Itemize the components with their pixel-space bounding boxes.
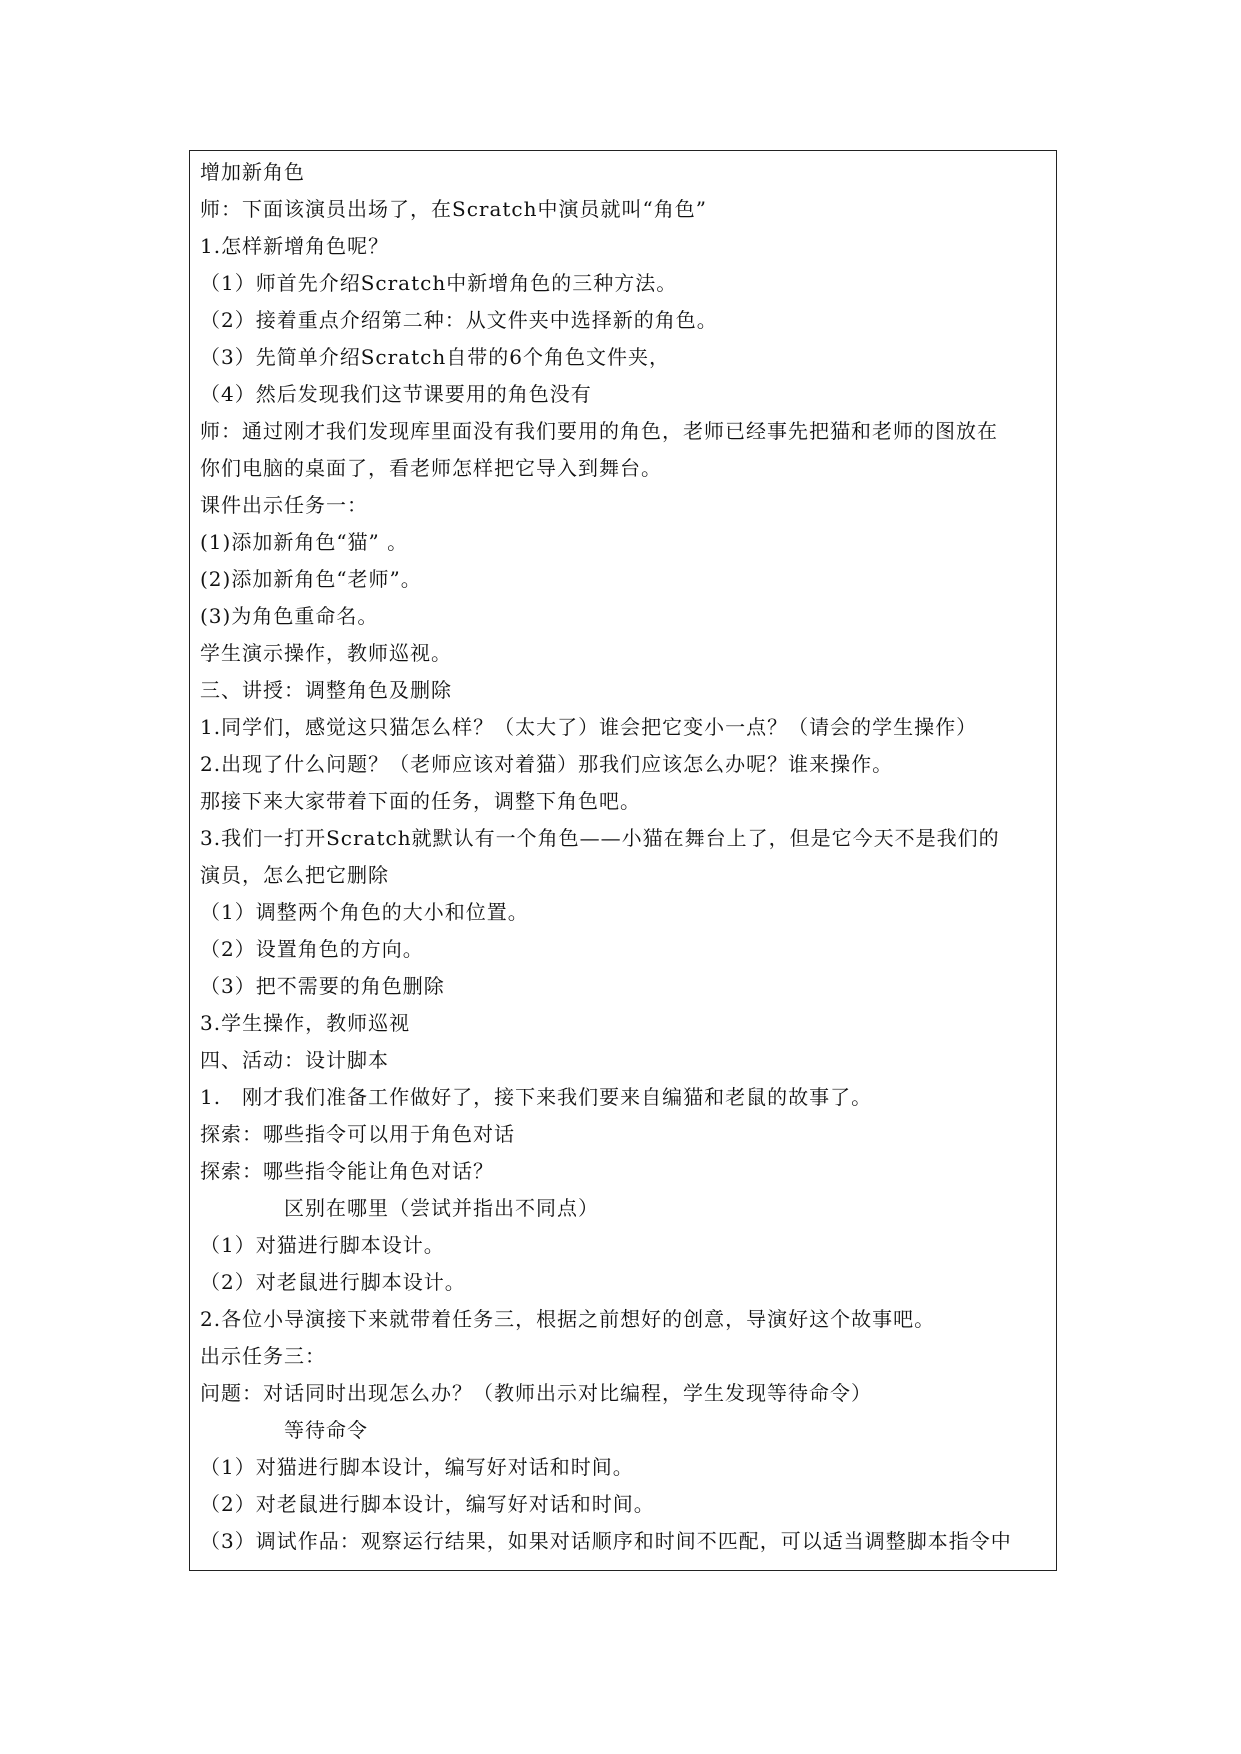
text-line-8: 师：通过刚才我们发现库里面没有我们要用的角色，老师已经事先把猫和老师的图放在: [200, 419, 998, 443]
text-line-21: （1）调整两个角色的大小和位置。: [200, 900, 529, 924]
text-line-20: 演员，怎么把它删除: [200, 863, 389, 887]
text-line-34: 问题：对话同时出现怎么办？（教师出示对比编程，学生发现等待命令）: [200, 1381, 872, 1405]
text-line-1: 增加新角色: [200, 160, 305, 184]
text-line-6: （3）先简单介绍Scratch自带的6个角色文件夹，: [200, 345, 670, 369]
text-line-23: （3）把不需要的角色删除: [200, 974, 445, 998]
text-line-13: (3)为角色重命名。: [200, 604, 379, 628]
text-line-31: （2）对老鼠进行脚本设计。: [200, 1270, 466, 1294]
text-line-12: (2)添加新角色“老师”。: [200, 567, 422, 591]
text-line-7: （4）然后发现我们这节课要用的角色没有: [200, 382, 592, 406]
text-line-24: 3.学生操作，教师巡视: [200, 1011, 411, 1035]
text-line-19: 3.我们一打开Scratch就默认有一个角色——小猫在舞台上了，但是它今天不是我们的: [200, 826, 1000, 850]
text-line-5: （2）接着重点介绍第二种：从文件夹中选择新的角色。: [200, 308, 718, 332]
text-line-11: (1)添加新角色“猫” 。: [200, 530, 409, 554]
text-line-36: （1）对猫进行脚本设计，编写好对话和时间。: [200, 1455, 634, 1479]
text-line-37: （2）对老鼠进行脚本设计，编写好对话和时间。: [200, 1492, 655, 1516]
text-line-15: 三、讲授：调整角色及删除: [200, 678, 452, 702]
text-line-35: 等待命令: [200, 1418, 368, 1442]
text-line-30: （1）对猫进行脚本设计。: [200, 1233, 445, 1257]
text-line-28: 探索：哪些指令能让角色对话？: [200, 1159, 494, 1183]
text-line-25: 四、活动：设计脚本: [200, 1048, 389, 1072]
text-line-2: 师：下面该演员出场了，在Scratch中演员就叫“角色”: [200, 197, 707, 221]
text-line-26: 1. 刚才我们准备工作做好了，接下来我们要来自编猫和老鼠的故事了。: [200, 1085, 873, 1109]
text-line-33: 出示任务三：: [200, 1344, 326, 1368]
text-line-17: 2.出现了什么问题？（老师应该对着猫）那我们应该怎么办呢？谁来操作。: [200, 752, 894, 776]
lesson-plan-table-cell: [189, 150, 1057, 1571]
text-line-29: 区别在哪里（尝试并指出不同点）: [200, 1196, 599, 1220]
text-line-32: 2.各位小导演接下来就带着任务三，根据之前想好的创意，导演好这个故事吧。: [200, 1307, 936, 1331]
text-line-10: 课件出示任务一：: [200, 493, 368, 517]
text-line-3: 1.怎样新增角色呢？: [200, 234, 390, 258]
text-line-4: （1）师首先介绍Scratch中新增角色的三种方法。: [200, 271, 678, 295]
text-line-9: 你们电脑的桌面了，看老师怎样把它导入到舞台。: [200, 456, 662, 480]
text-line-14: 学生演示操作，教师巡视。: [200, 641, 452, 665]
text-line-22: （2）设置角色的方向。: [200, 937, 424, 961]
text-line-16: 1.同学们，感觉这只猫怎么样？（太大了）谁会把它变小一点？（请会的学生操作）: [200, 715, 978, 739]
text-line-38: （3）调试作品：观察运行结果，如果对话顺序和时间不匹配，可以适当调整脚本指令中: [200, 1529, 1012, 1553]
text-line-27: 探索：哪些指令可以用于角色对话: [200, 1122, 515, 1146]
text-line-18: 那接下来大家带着下面的任务，调整下角色吧。: [200, 789, 641, 813]
